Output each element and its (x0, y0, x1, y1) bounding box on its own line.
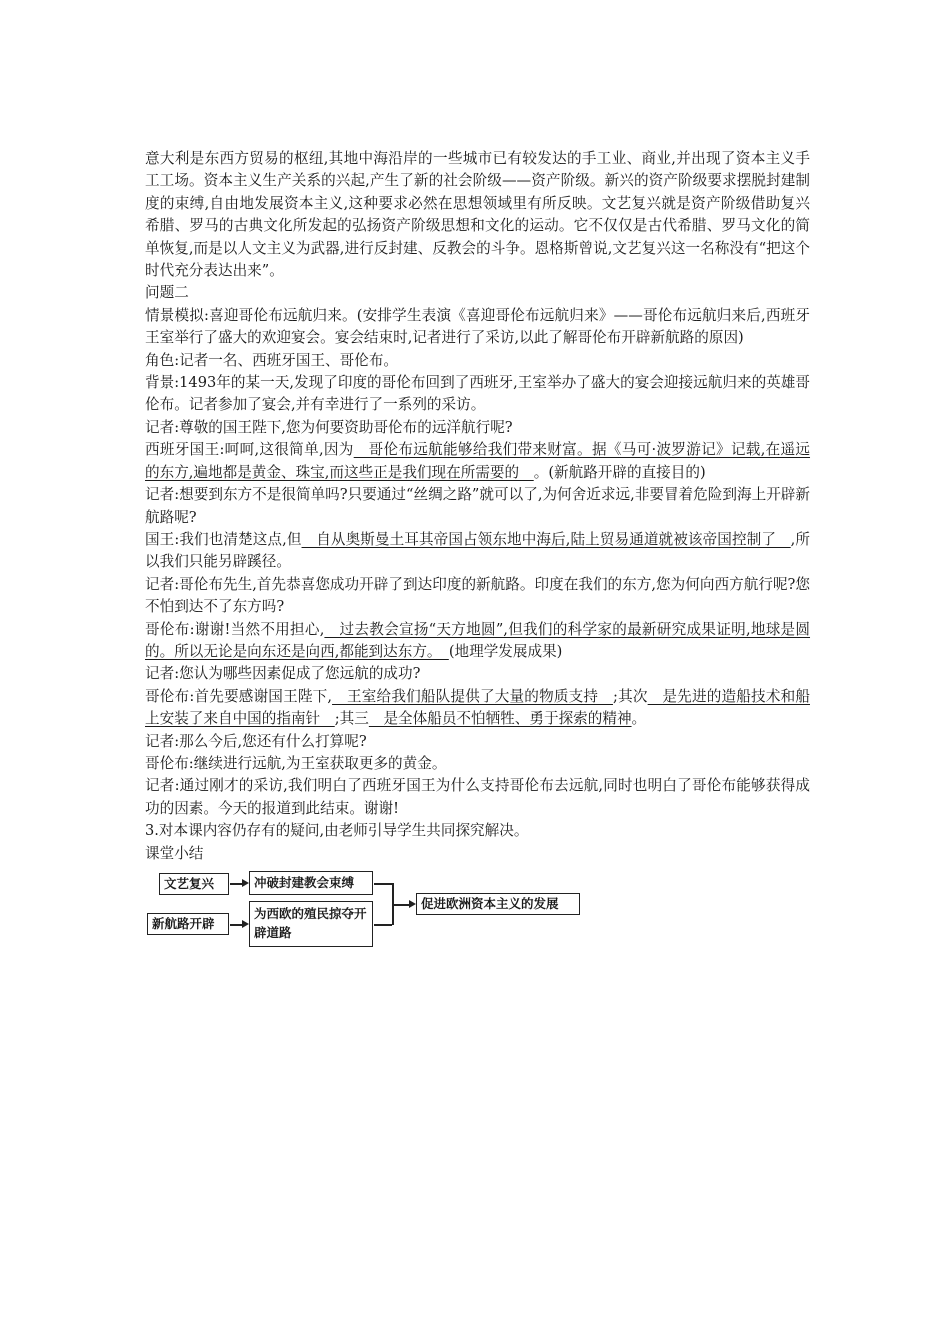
question2-heading: 问题二 (145, 284, 189, 302)
box-renaissance: 文艺复兴 (159, 873, 229, 895)
dialogue-text: 哥伦布:谢谢!当然不用担心, (145, 620, 325, 638)
item-3: 3.对本课内容仍存有的疑问,由老师引导学生共同探究解决。 (145, 822, 529, 840)
answer-blank: 哥伦布远航能够给我们带来财富。据《马可·波罗游记》记载,在遥远的东方,遍地都是黄金、珠宝,而这些正是我们现在所需要的 (145, 441, 811, 481)
dialogue-reporter-3: 记者:哥伦布先生,首先恭喜您成功开辟了到达印度的新航路。印度在我们的东方,您为何向西方航行呢?您不怕到达不了东方吗? (145, 575, 810, 616)
dialogue-text: 国王:我们也清楚这点,但 (145, 530, 302, 548)
connector-line (392, 904, 409, 906)
box-promote-capitalism: 促进欧洲资本主义的发展 (416, 893, 580, 915)
answer-blank: 是先进的造船技术和船上安装了来自中国的指南针 (145, 687, 810, 728)
arrow-head (242, 879, 249, 887)
document-body (145, 148, 810, 959)
answer-blank: 过去教会宣扬“天方地圆”,但我们的科学家的最新研究成果证明,地球是圆的。所以无论是向东还是向西,都能到达东方。 (145, 620, 811, 660)
dialogue-text: ;其三 (334, 710, 369, 728)
dialogue-reporter-5: 记者:那么今后,您还有什么打算呢? (145, 732, 367, 750)
dialogue-reporter-1: 记者:尊敬的国王陛下,您为何要资助哥伦布的远洋航行呢? (145, 418, 513, 436)
box-break-feudal: 冲破封建教会束缚 (249, 871, 373, 895)
intro-paragraph: 意大利是东西方贸易的枢纽,其地中海沿岸的一些城市已有较发达的手工业、商业,并出现了资本主义手工工场。资本主义生产关系的兴起,产生了新的社会阶级——资产阶级。新兴的资产阶级要求摆脱封建制度的束缚,自由地发展资本主义,这种要求必然在思想领域里有所反映。文艺复兴就是资产阶级借助复兴希腊、罗马的古典文化所发起的弘扬资产阶级思想和文化的运动。它不仅仅是古代希腊、罗马文化的简单恢复,而是以人文主义为武器,进行反封建、反教会的斗争。恩格斯曾说,文艺复兴这一名称没有“把这个时代充分表达出来”。 (145, 150, 810, 280)
roles-paragraph: 角色:记者一名、西班牙国王、哥伦布。 (145, 351, 399, 369)
dialogue-columbus-2 (145, 686, 810, 731)
box-colonial-path: 为西欧的殖民掠夺开辟道路 (249, 901, 373, 947)
summary-heading: 课堂小结 (145, 844, 204, 862)
connector-line (374, 883, 392, 885)
dialogue-reporter-4: 记者:您认为哪些因素促成了您远航的成功? (145, 665, 421, 683)
answer-blank: 是全体船员不怕牺牲、勇于探索的精神 (368, 710, 632, 728)
arrow-head (242, 920, 249, 928)
dialogue-king-2 (145, 529, 810, 574)
answer-blank: 自从奥斯曼土耳其帝国占领东地中海后,陆上贸易通道就被该帝国控制了 (301, 530, 791, 548)
dialogue-text: ;其次 (612, 687, 648, 705)
dialogue-text: ,所以我们只能另辟蹊径。 (145, 530, 810, 571)
dialogue-columbus-3: 哥伦布:继续进行远航,为王室获取更多的黄金。 (145, 754, 447, 772)
dialogue-reporter-6: 记者:通过刚才的采访,我们明白了西班牙国王为什么支持哥伦布去远航,同时也明白了哥伦布能够获得成功的因素。今天的报道到此结束。谢谢! (145, 777, 810, 817)
connector-line (230, 924, 242, 926)
dialogue-reporter-2: 记者:想要到东方不是很简单吗?只要通过“丝绸之路”就可以了,为何舍近求远,非要冒着危险到海上开辟新航路呢? (145, 486, 810, 526)
box-new-routes: 新航路开辟 (147, 913, 229, 935)
background-paragraph: 背景:1493年的某一天,发现了印度的哥伦布回到了西班牙,王室举办了盛大的宴会迎接远航归来的英雄哥伦布。记者参加了宴会,并有幸进行了一系列的采访。 (145, 374, 810, 414)
connector-line (230, 883, 242, 885)
dialogue-text: 。(新航路开辟的直接目的) (533, 463, 706, 481)
connector-line (374, 924, 392, 926)
dialogue-text: (地理学发展成果) (448, 642, 563, 660)
dialogue-text: 哥伦布:首先要感谢国王陛下, (145, 687, 333, 705)
dialogue-columbus-1 (145, 619, 810, 664)
scenario-paragraph: 情景模拟:喜迎哥伦布远航归来。(安排学生表演《喜迎哥伦布远航归来》——哥伦布远航归来后,西班牙王室举行了盛大的欢迎宴会。宴会结束时,记者进行了采访,以此了解哥伦布开辟新航路的原因) (145, 306, 810, 347)
dialogue-text: 西班牙国王:呵呵,这很简单,因为 (145, 441, 354, 459)
answer-blank: 王室给我们船队提供了大量的物质支持 (332, 687, 613, 705)
dialogue-king-1 (145, 439, 810, 484)
dialogue-text: 。 (631, 710, 647, 728)
summary-diagram (145, 869, 605, 959)
arrow-head (409, 900, 416, 908)
